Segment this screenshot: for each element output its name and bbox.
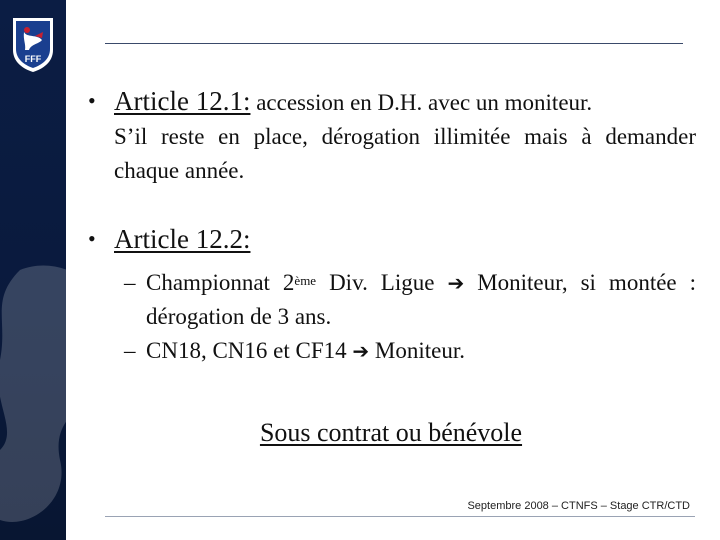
rooster-watermark-icon bbox=[0, 240, 66, 540]
sub-text-middle: Div. Ligue bbox=[316, 270, 448, 295]
logo-text: FFF bbox=[24, 54, 42, 64]
sub-dash: – bbox=[124, 270, 136, 295]
header-rule bbox=[105, 43, 683, 44]
sub-text-after: Moniteur, si montée : dérogation de 3 ans. bbox=[146, 270, 696, 329]
bullet-dot: • bbox=[88, 226, 96, 251]
center-note: Sous contrat ou bénévole bbox=[259, 418, 523, 447]
article-inline-text: accession en D.H. avec un moniteur. bbox=[250, 90, 593, 115]
bullet-article-12-1 bbox=[84, 84, 696, 120]
slide-content bbox=[84, 84, 696, 368]
sub-text-before: CN18, CN16 et CF14 bbox=[146, 338, 353, 363]
superscript: ème bbox=[294, 273, 317, 288]
bullet-dot: • bbox=[88, 88, 96, 113]
footer-text: Septembre 2008 – CTNFS – Stage CTR/CTD bbox=[467, 500, 690, 512]
article-heading: Article 12.2: bbox=[114, 224, 251, 254]
sub-text-before: Championnat 2 bbox=[146, 270, 295, 295]
sub-item-cn bbox=[124, 334, 696, 368]
sub-text-after: Moniteur. bbox=[369, 338, 465, 363]
right-arrow-icon: ➔ bbox=[447, 271, 465, 295]
footer-rule bbox=[105, 516, 695, 517]
bullet-article-12-2 bbox=[84, 222, 696, 258]
fff-logo-icon bbox=[9, 14, 57, 74]
sub-dash: – bbox=[124, 338, 136, 363]
sidebar-band bbox=[0, 0, 66, 540]
sub-item-text bbox=[124, 334, 696, 368]
sub-item-text bbox=[124, 266, 696, 334]
sub-item-championnat bbox=[124, 266, 696, 334]
center-note-wrapper bbox=[0, 418, 720, 448]
article-paragraph: S’il reste en place, dérogation illimitée mais à demander chaque année. bbox=[114, 124, 696, 183]
article-heading: Article 12.1: bbox=[114, 86, 251, 116]
right-arrow-icon: ➔ bbox=[352, 339, 370, 363]
